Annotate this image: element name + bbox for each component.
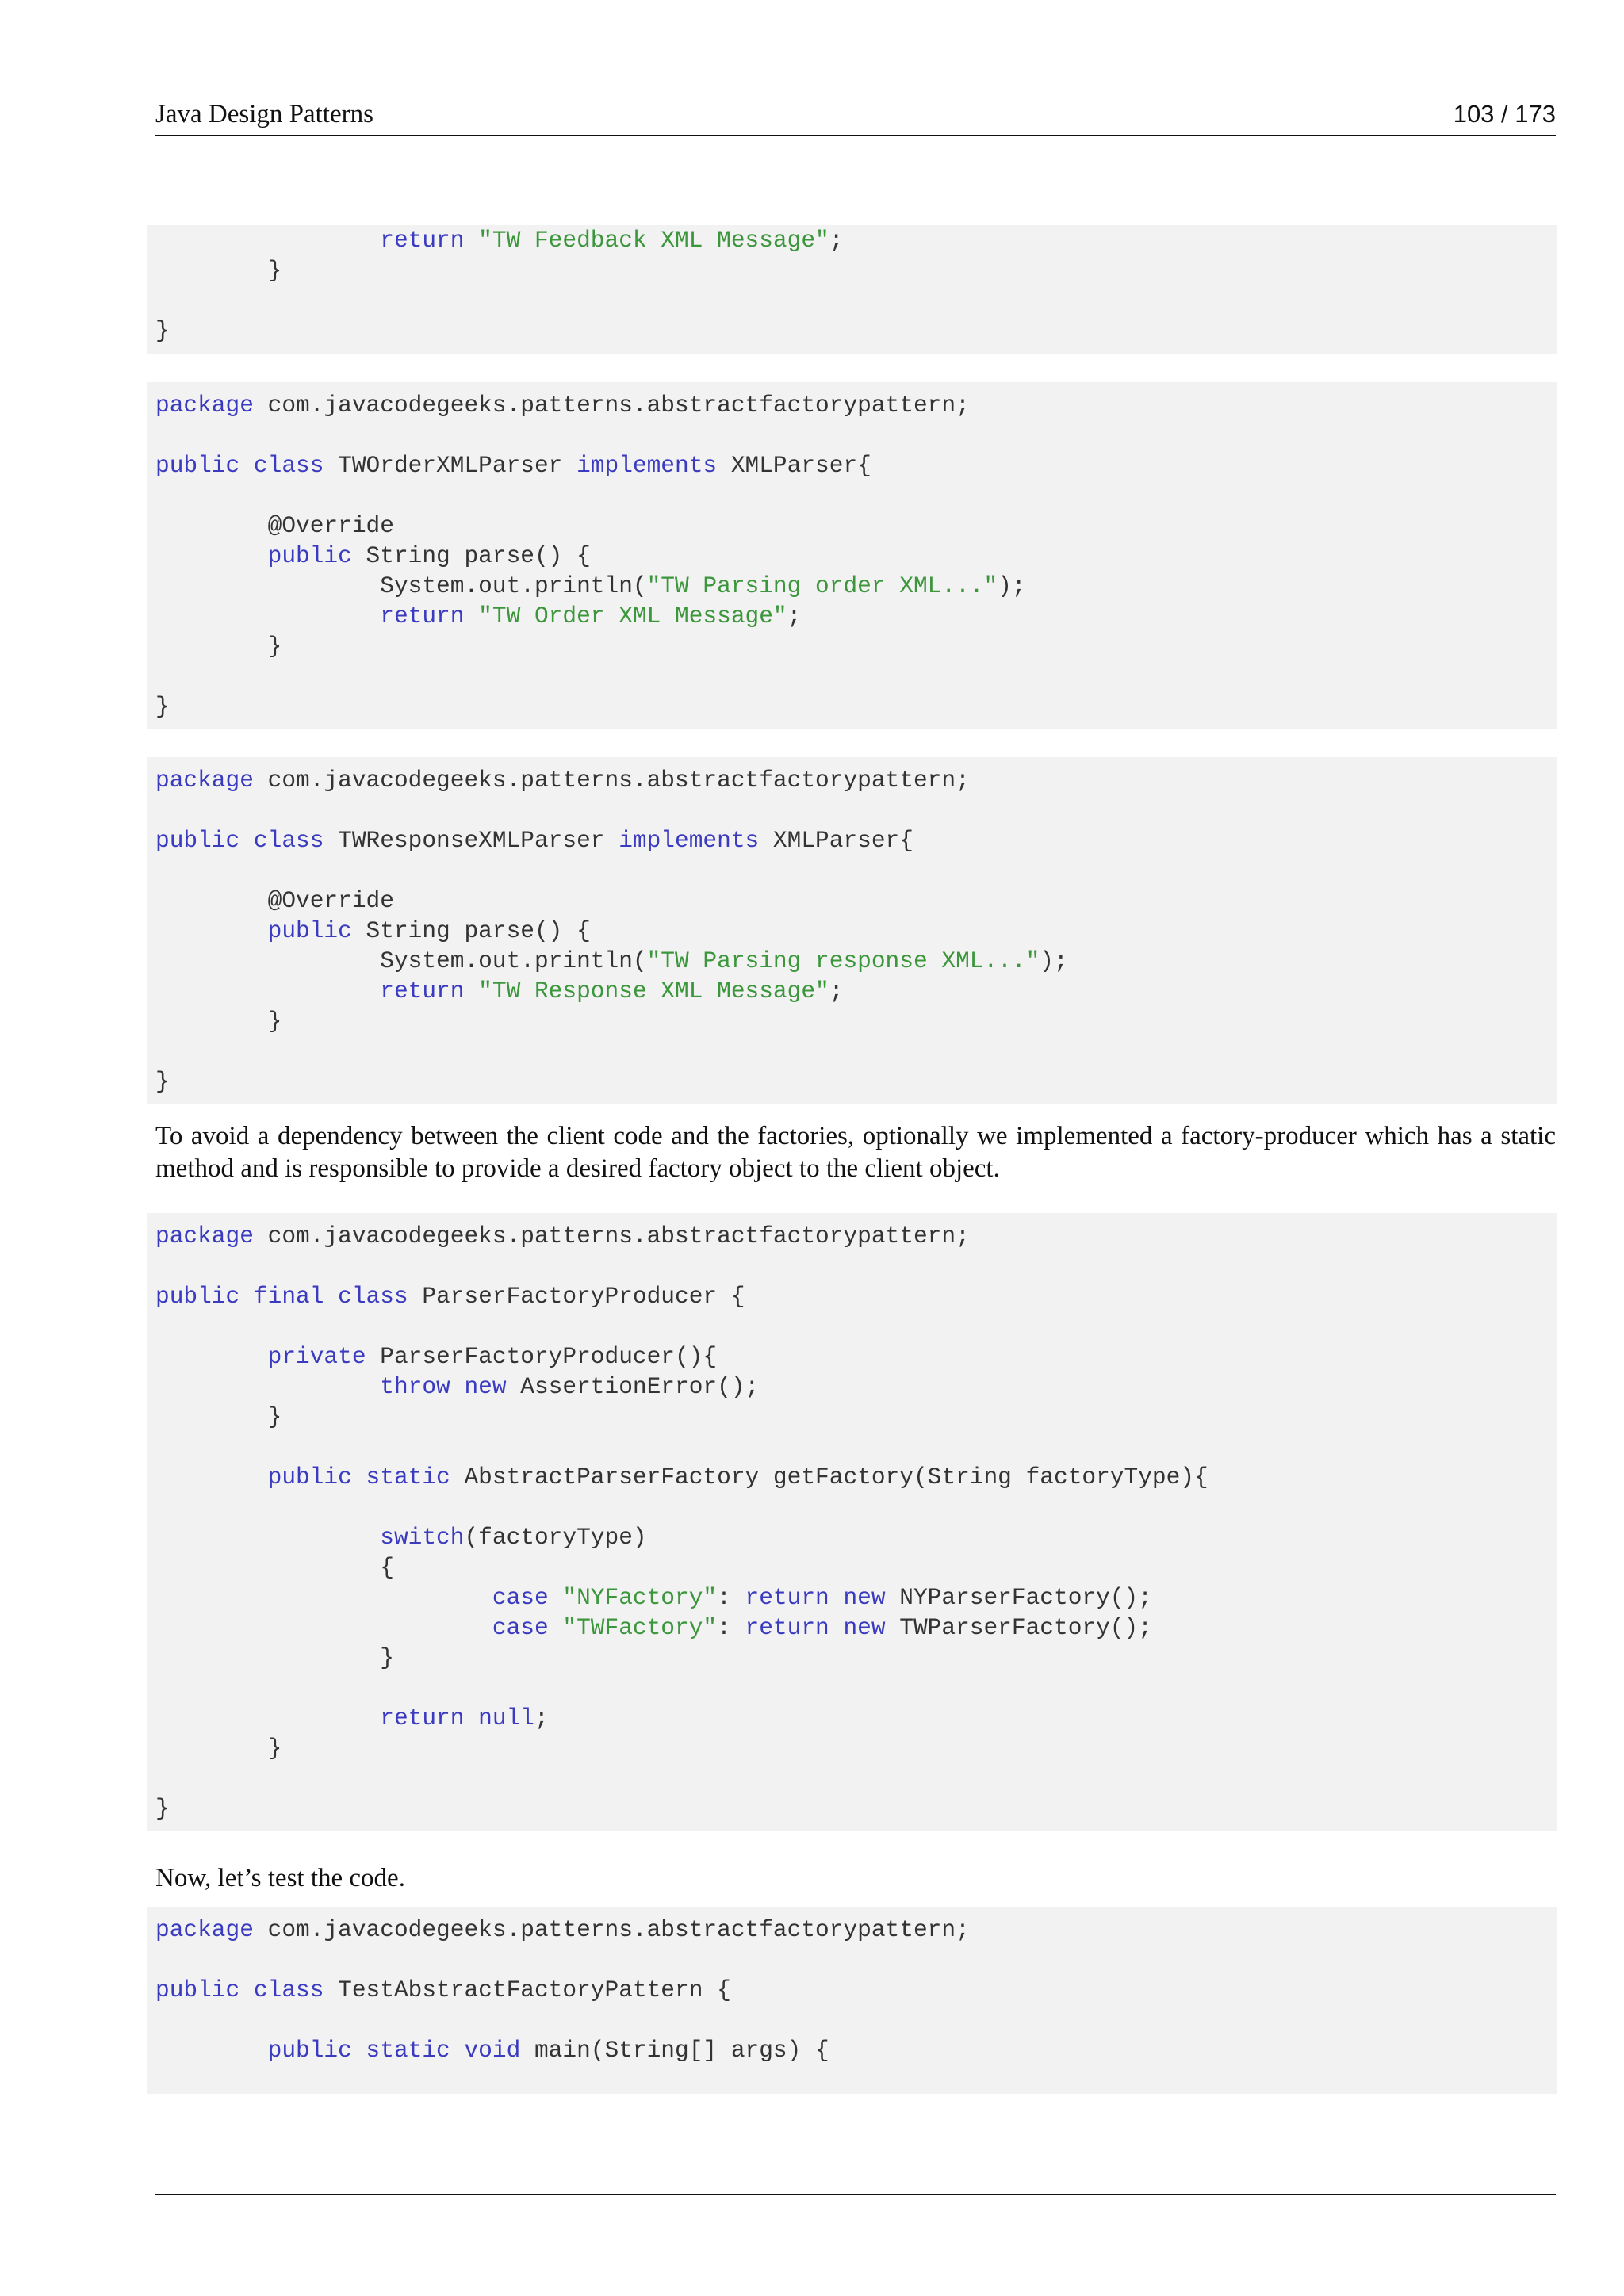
code-text — [450, 2037, 465, 2064]
code-text — [155, 227, 380, 254]
code-line — [155, 1733, 1557, 1763]
code-text: ParserFactoryProducer { — [408, 1283, 745, 1310]
code-text: TWResponseXMLParser — [324, 827, 619, 854]
code-text: @Override — [155, 887, 394, 914]
code-text: } — [155, 1068, 170, 1095]
code-text — [450, 1373, 465, 1400]
code-keyword: package — [155, 392, 254, 419]
code-line — [155, 916, 1557, 946]
code-text: main(String[] args) { — [520, 2037, 829, 2064]
code-text: ); — [1040, 947, 1068, 974]
code-string: "TW Feedback XML Message" — [478, 227, 829, 254]
code-keyword: implements — [619, 827, 760, 854]
code-text: } — [155, 1795, 170, 1822]
book-title: Java Design Patterns — [155, 100, 373, 128]
code-text — [324, 1283, 338, 1310]
code-string: "TW Order XML Message" — [478, 603, 787, 629]
code-line — [155, 765, 1557, 795]
code-line — [155, 1311, 1557, 1341]
code-line — [155, 661, 1557, 691]
code-text: String parse() { — [351, 542, 591, 569]
code-text — [155, 1464, 268, 1490]
code-line — [155, 825, 1557, 855]
code-text — [829, 1614, 844, 1641]
code-line — [155, 1402, 1557, 1432]
code-line — [155, 1281, 1557, 1311]
code-string: "TW Parsing response XML..." — [646, 947, 1040, 974]
code-line — [155, 1915, 1557, 1945]
code-keyword: return — [380, 1705, 465, 1732]
code-text — [155, 1373, 380, 1400]
code-text: ; — [829, 227, 844, 254]
code-text — [155, 603, 380, 629]
code-text: ); — [998, 572, 1026, 599]
code-text: NYParserFactory(); — [885, 1584, 1152, 1611]
code-line — [155, 1432, 1557, 1462]
code-text: TestAbstractFactoryPattern { — [324, 1976, 731, 2003]
code-line — [155, 1975, 1557, 2005]
code-keyword: void — [464, 2037, 521, 2064]
code-line — [155, 1673, 1557, 1703]
code-keyword: throw — [380, 1373, 450, 1400]
code-keyword: public — [155, 827, 240, 854]
code-text: TWOrderXMLParser — [324, 452, 577, 479]
code-line — [155, 1945, 1557, 1975]
code-keyword: class — [338, 1283, 408, 1310]
code-line — [155, 1582, 1557, 1613]
code-keyword: public — [267, 1464, 352, 1490]
code-keyword: static — [366, 2037, 450, 2064]
code-block-feedback-parser-end — [147, 225, 1557, 354]
code-line — [155, 1492, 1557, 1522]
code-keyword: return — [745, 1584, 829, 1611]
code-text: com.javacodegeeks.patterns.abstractfactorypattern; — [253, 1916, 970, 1943]
code-text: XMLParser{ — [759, 827, 914, 854]
code-text: com.javacodegeeks.patterns.abstractfactorypattern; — [253, 1223, 970, 1249]
code-text: ; — [787, 603, 802, 629]
code-text — [155, 917, 268, 944]
code-text: AbstractParserFactory getFactory(String factoryType){ — [450, 1464, 1208, 1490]
code-keyword: public — [155, 1976, 240, 2003]
code-keyword: private — [267, 1343, 366, 1370]
code-keyword: class — [253, 1976, 324, 2003]
code-line — [155, 1793, 1557, 1823]
code-keyword: public — [267, 2037, 352, 2064]
code-keyword: package — [155, 1223, 254, 1249]
code-text — [155, 1524, 380, 1551]
code-text: com.javacodegeeks.patterns.abstractfactorypattern; — [253, 392, 970, 419]
page-number: 103 / 173 — [1453, 100, 1556, 128]
code-line — [155, 1763, 1557, 1793]
code-text: } — [155, 1644, 394, 1671]
code-keyword: class — [253, 452, 324, 479]
code-line — [155, 541, 1557, 571]
code-text — [239, 452, 254, 479]
code-keyword: implements — [576, 452, 718, 479]
code-line — [155, 631, 1557, 661]
code-line — [155, 255, 1557, 285]
code-line — [155, 691, 1557, 721]
code-keyword: class — [253, 827, 324, 854]
code-keyword: switch — [380, 1524, 465, 1551]
code-line — [155, 1251, 1557, 1281]
code-line — [155, 225, 1557, 255]
code-text — [155, 1705, 380, 1732]
code-line — [155, 1221, 1557, 1251]
code-line — [155, 1341, 1557, 1372]
code-text: AssertionError(); — [506, 1373, 760, 1400]
code-text — [155, 1614, 492, 1641]
code-keyword: public — [267, 917, 352, 944]
code-string: "TW Response XML Message" — [478, 978, 829, 1004]
code-line — [155, 420, 1557, 450]
code-text: ; — [829, 978, 844, 1004]
code-block-parser-factory-producer — [147, 1213, 1557, 1831]
code-text: } — [155, 317, 170, 344]
code-text: System.out.println( — [155, 572, 647, 599]
code-keyword: new — [843, 1584, 886, 1611]
code-line — [155, 1372, 1557, 1402]
code-text: } — [155, 257, 282, 284]
code-keyword: return — [745, 1614, 829, 1641]
code-text — [155, 1343, 268, 1370]
code-line — [155, 1066, 1557, 1096]
code-line — [155, 1703, 1557, 1733]
code-text — [352, 2037, 366, 2064]
code-keyword: return — [380, 978, 465, 1004]
code-text — [829, 1584, 844, 1611]
code-keyword: return — [380, 603, 465, 629]
code-keyword: package — [155, 1916, 254, 1943]
code-text: TWParserFactory(); — [885, 1614, 1152, 1641]
code-text — [464, 227, 478, 254]
code-text — [352, 1464, 366, 1490]
code-keyword: public — [155, 452, 240, 479]
code-text: } — [155, 693, 170, 720]
code-line — [155, 1613, 1557, 1643]
code-line — [155, 1552, 1557, 1582]
code-text — [464, 978, 478, 1004]
paragraph-factory-producer: To avoid a dependency between the client code and the factories, optionally we implemented a factory-producer which has a static method and is responsible to provide a desired factory object to the client object. — [155, 1122, 1556, 1183]
code-line — [155, 946, 1557, 976]
code-text: : — [717, 1614, 745, 1641]
code-text: ParserFactoryProducer(){ — [366, 1343, 718, 1370]
code-text: System.out.println( — [155, 947, 647, 974]
code-text: ; — [534, 1705, 549, 1732]
code-block-tw-order-xml-parser — [147, 382, 1557, 729]
code-line — [155, 1006, 1557, 1036]
code-line — [155, 795, 1557, 825]
paragraph-test-code: Now, let’s test the code. — [155, 1864, 405, 1892]
code-text: } — [155, 1403, 282, 1430]
code-text — [464, 603, 478, 629]
code-line — [155, 976, 1557, 1006]
code-text: com.javacodegeeks.patterns.abstractfactorypattern; — [253, 767, 970, 794]
code-text — [549, 1584, 563, 1611]
code-text: String parse() { — [351, 917, 591, 944]
code-text: : — [717, 1584, 745, 1611]
code-text — [464, 1705, 478, 1732]
code-text — [239, 827, 254, 854]
code-line — [155, 450, 1557, 480]
code-text: } — [155, 1735, 282, 1762]
code-line — [155, 886, 1557, 916]
code-line — [155, 855, 1557, 886]
code-text — [155, 978, 380, 1004]
code-line — [155, 2005, 1557, 2035]
code-line — [155, 571, 1557, 601]
code-text — [549, 1614, 563, 1641]
code-keyword: case — [492, 1584, 549, 1611]
code-text — [155, 2037, 268, 2064]
code-string: "TWFactory" — [562, 1614, 718, 1641]
code-text: @Override — [155, 512, 394, 539]
code-line — [155, 390, 1557, 420]
code-keyword: public — [155, 1283, 240, 1310]
code-line — [155, 1643, 1557, 1673]
code-keyword: return — [380, 227, 465, 254]
code-keyword: package — [155, 767, 254, 794]
code-line — [155, 316, 1557, 346]
code-text: } — [155, 1008, 282, 1035]
code-line — [155, 1036, 1557, 1066]
page-header — [155, 98, 1556, 136]
code-line — [155, 1462, 1557, 1492]
code-line — [155, 601, 1557, 631]
code-line — [155, 511, 1557, 541]
code-keyword: case — [492, 1614, 549, 1641]
footer-rule — [155, 2194, 1556, 2195]
code-keyword: static — [366, 1464, 450, 1490]
code-block-test-abstract-factory-pattern — [147, 1907, 1557, 2094]
code-text: (factoryType) — [464, 1524, 647, 1551]
code-text — [155, 1584, 492, 1611]
code-keyword: new — [464, 1373, 507, 1400]
code-text — [239, 1976, 254, 2003]
code-text — [239, 1283, 254, 1310]
code-line — [155, 480, 1557, 511]
code-block-tw-response-xml-parser — [147, 757, 1557, 1104]
code-keyword: final — [253, 1283, 324, 1310]
code-keyword: null — [478, 1705, 534, 1732]
code-keyword: public — [267, 542, 352, 569]
code-text: } — [155, 633, 282, 660]
code-string: "TW Parsing order XML..." — [646, 572, 998, 599]
code-line — [155, 2035, 1557, 2065]
code-string: "NYFactory" — [562, 1584, 718, 1611]
code-keyword: new — [843, 1614, 886, 1641]
code-line — [155, 1522, 1557, 1552]
code-text — [155, 542, 268, 569]
code-text: { — [155, 1554, 394, 1581]
code-text: XMLParser{ — [717, 452, 871, 479]
code-line — [155, 285, 1557, 316]
